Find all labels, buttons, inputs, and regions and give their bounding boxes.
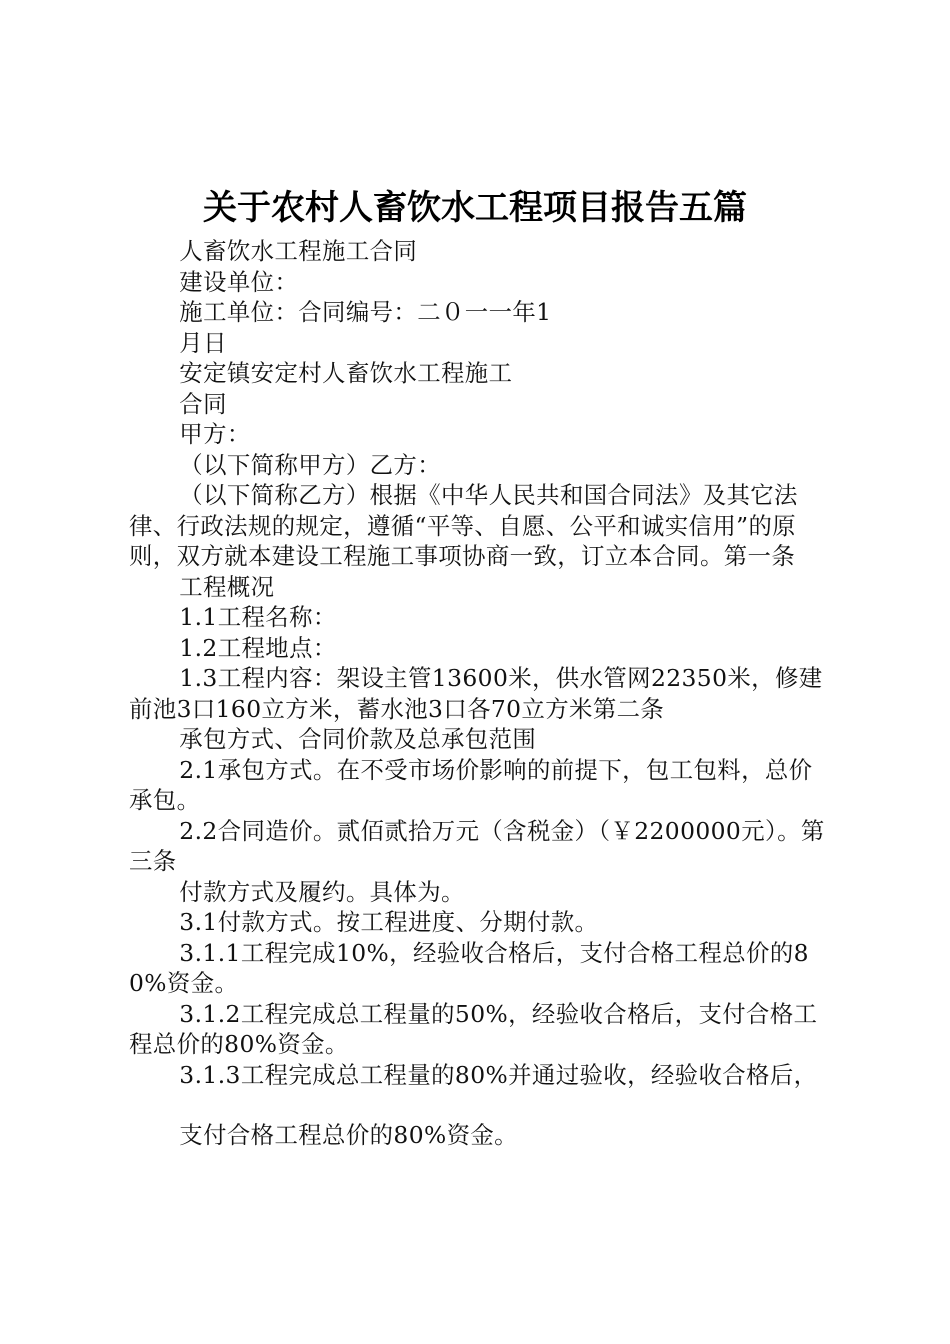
paragraph-contract-heading: 人畜饮水工程施工合同 (179, 237, 418, 265)
document-title: 关于农村人畜饮水工程项目报告五篇 (203, 188, 747, 228)
paragraph-construction-unit: 建设单位： (179, 267, 299, 296)
document-body (129, 236, 835, 1151)
paragraph-project-content: 1.3工程内容：架设主管13600米，供水管网22350米，修建前池3口160立方米，蓄水池3口各70立方米第二条 (129, 664, 823, 723)
paragraph-project-name: 1.1工程名称： (179, 603, 337, 631)
paragraph-party-a: 甲方： (179, 420, 251, 448)
paragraph-contract-word: 合同 (179, 389, 227, 418)
paragraph-contractor-unit: 施工单位：合同编号：二０一一年1 (179, 298, 552, 326)
paragraph-payment-stage-2: 3.1.2工程完成总工程量的50%，经验收合格后，支付合格工程总价的80%资金。 (129, 999, 818, 1058)
paragraph-contract-subject: 安定镇安定村人畜饮水工程施工 (179, 359, 513, 387)
paragraph-legal-basis: （以下简称乙方）根据《中华人民共和国合同法》及其它法律、行政法规的规定，遵循“平等、自愿、公平和诚实信用”的原则，双方就本建设工程施工事项协商一致，订立本合同。第一条 (129, 481, 798, 570)
paragraph-payment-stage-3-continued: 支付合格工程总价的80%资金。 (179, 1121, 518, 1149)
paragraph-project-location: 1.2工程地点： (179, 633, 337, 662)
paragraph-project-overview: 工程概况 (179, 572, 275, 601)
paragraph-payment-stage-3: 3.1.3工程完成总工程量的80%并通过验收，经验收合格后， (179, 1060, 818, 1089)
paragraph-contract-scope: 承包方式、合同价款及总承包范围 (179, 725, 537, 753)
paragraph-party-b: （以下简称甲方）乙方： (179, 450, 441, 479)
paragraph-payment-stage-1: 3.1.1工程完成10%，经验收合格后，支付合格工程总价的80%资金。 (129, 938, 809, 997)
paragraph-contract-method: 2.1承包方式。在不受市场价影响的前提下，包工包料，总价承包。 (129, 755, 813, 814)
paragraph-contract-price: 2.2合同造价。贰佰贰拾万元（含税金）（￥2200000元）。第三条 (129, 816, 825, 875)
paragraph-date: 月日 (179, 328, 227, 357)
paragraph-payment-terms: 付款方式及履约。具体为。 (179, 877, 465, 906)
paragraph-payment-method: 3.1付款方式。按工程进度、分期付款。 (179, 908, 599, 936)
